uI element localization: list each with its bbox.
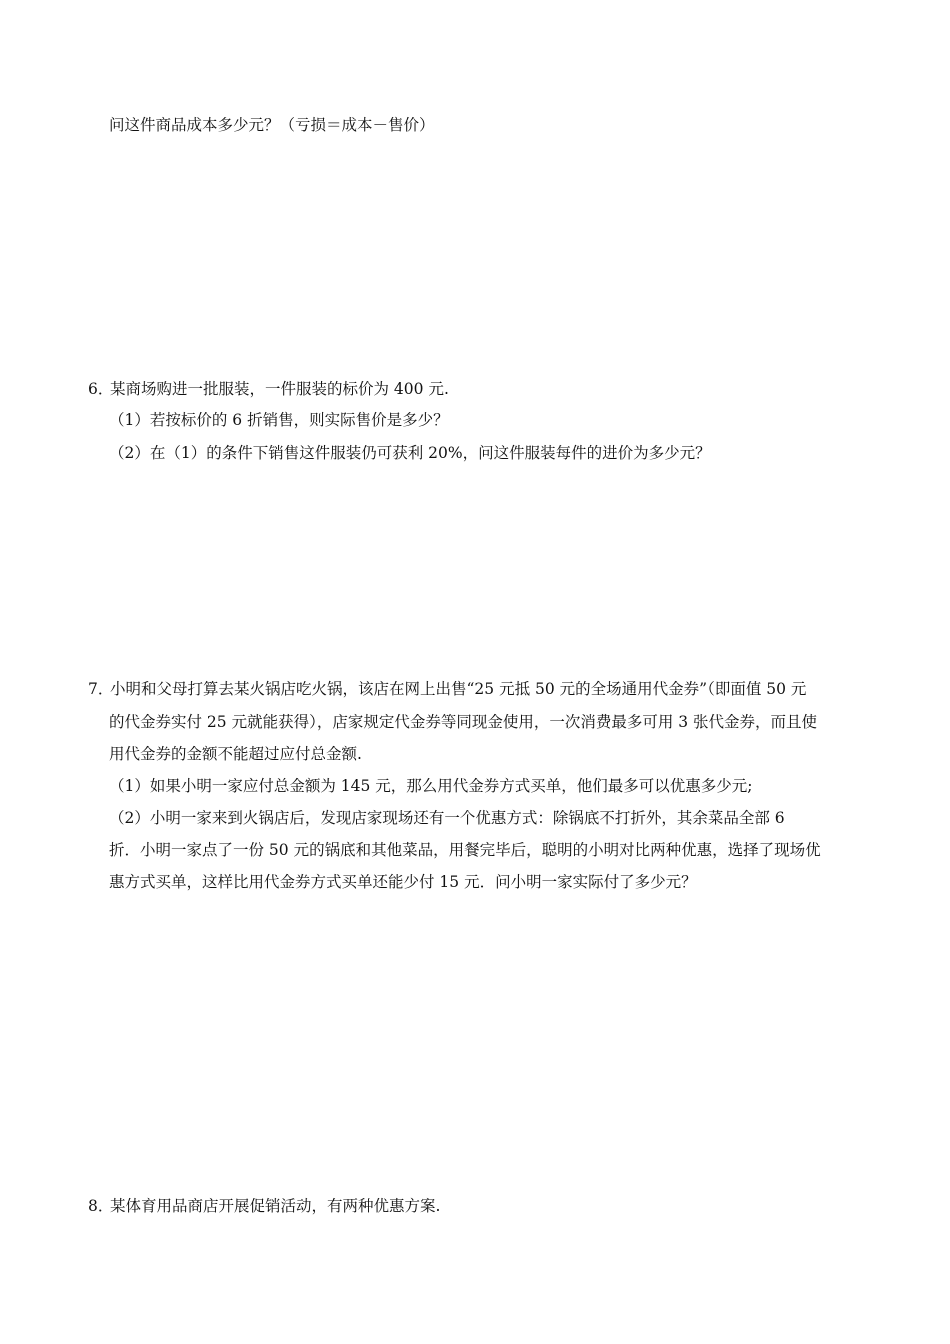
q7-stem-line3: 用代金券的金额不能超过应付总金额. [109, 745, 362, 763]
q7-stem-line1 [88, 679, 806, 699]
q7-stem-line2: 的代金券实付 25 元就能获得），店家规定代金券等同现金使用，一次消费最多可用 3 张代金券，而且使 [109, 713, 818, 731]
q6-part2: （2）在（1）的条件下销售这件服装仍可获利 20%，问这件服装每件的进价为多少元？ [109, 444, 711, 462]
q8-number: 8． [88, 1197, 114, 1215]
q7-part1: （1）如果小明一家应付总金额为 145 元，那么用代金券方式买单，他们最多可以优惠多少元; [109, 777, 753, 795]
q6-stem [88, 379, 449, 399]
q7-number: 7． [88, 680, 114, 698]
q8-stem [88, 1196, 440, 1216]
q6-part1: （1）若按标价的 6 折销售，则实际售价是多少？ [109, 411, 449, 429]
q8-stem-text: 某体育用品商店开展促销活动，有两种优惠方案. [110, 1197, 441, 1215]
q7-part2-line1: （2）小明一家来到火锅店后，发现店家现场还有一个优惠方式：除锅底不打折外，其余菜品全部 6 [109, 809, 785, 827]
q5-tail: 问这件商品成本多少元？（亏损＝成本－售价） [109, 116, 435, 134]
q7-part2-line2: 折．小明一家点了一份 50 元的锅底和其他菜品，用餐完毕后，聪明的小明对比两种优惠，选择了现场优 [109, 841, 821, 859]
q6-stem-text: 某商场购进一批服装，一件服装的标价为 400 元. [110, 380, 449, 398]
q7-stem-text: 小明和父母打算去某火锅店吃火锅，该店在网上出售“25 元抵 50 元的全场通用代金券”（即面值 50 元 [110, 680, 807, 698]
q7-part2-line3: 惠方式买单，这样比用代金券方式买单还能少付 15 元．问小明一家实际付了多少元？ [109, 873, 697, 891]
q6-number: 6． [88, 380, 114, 398]
